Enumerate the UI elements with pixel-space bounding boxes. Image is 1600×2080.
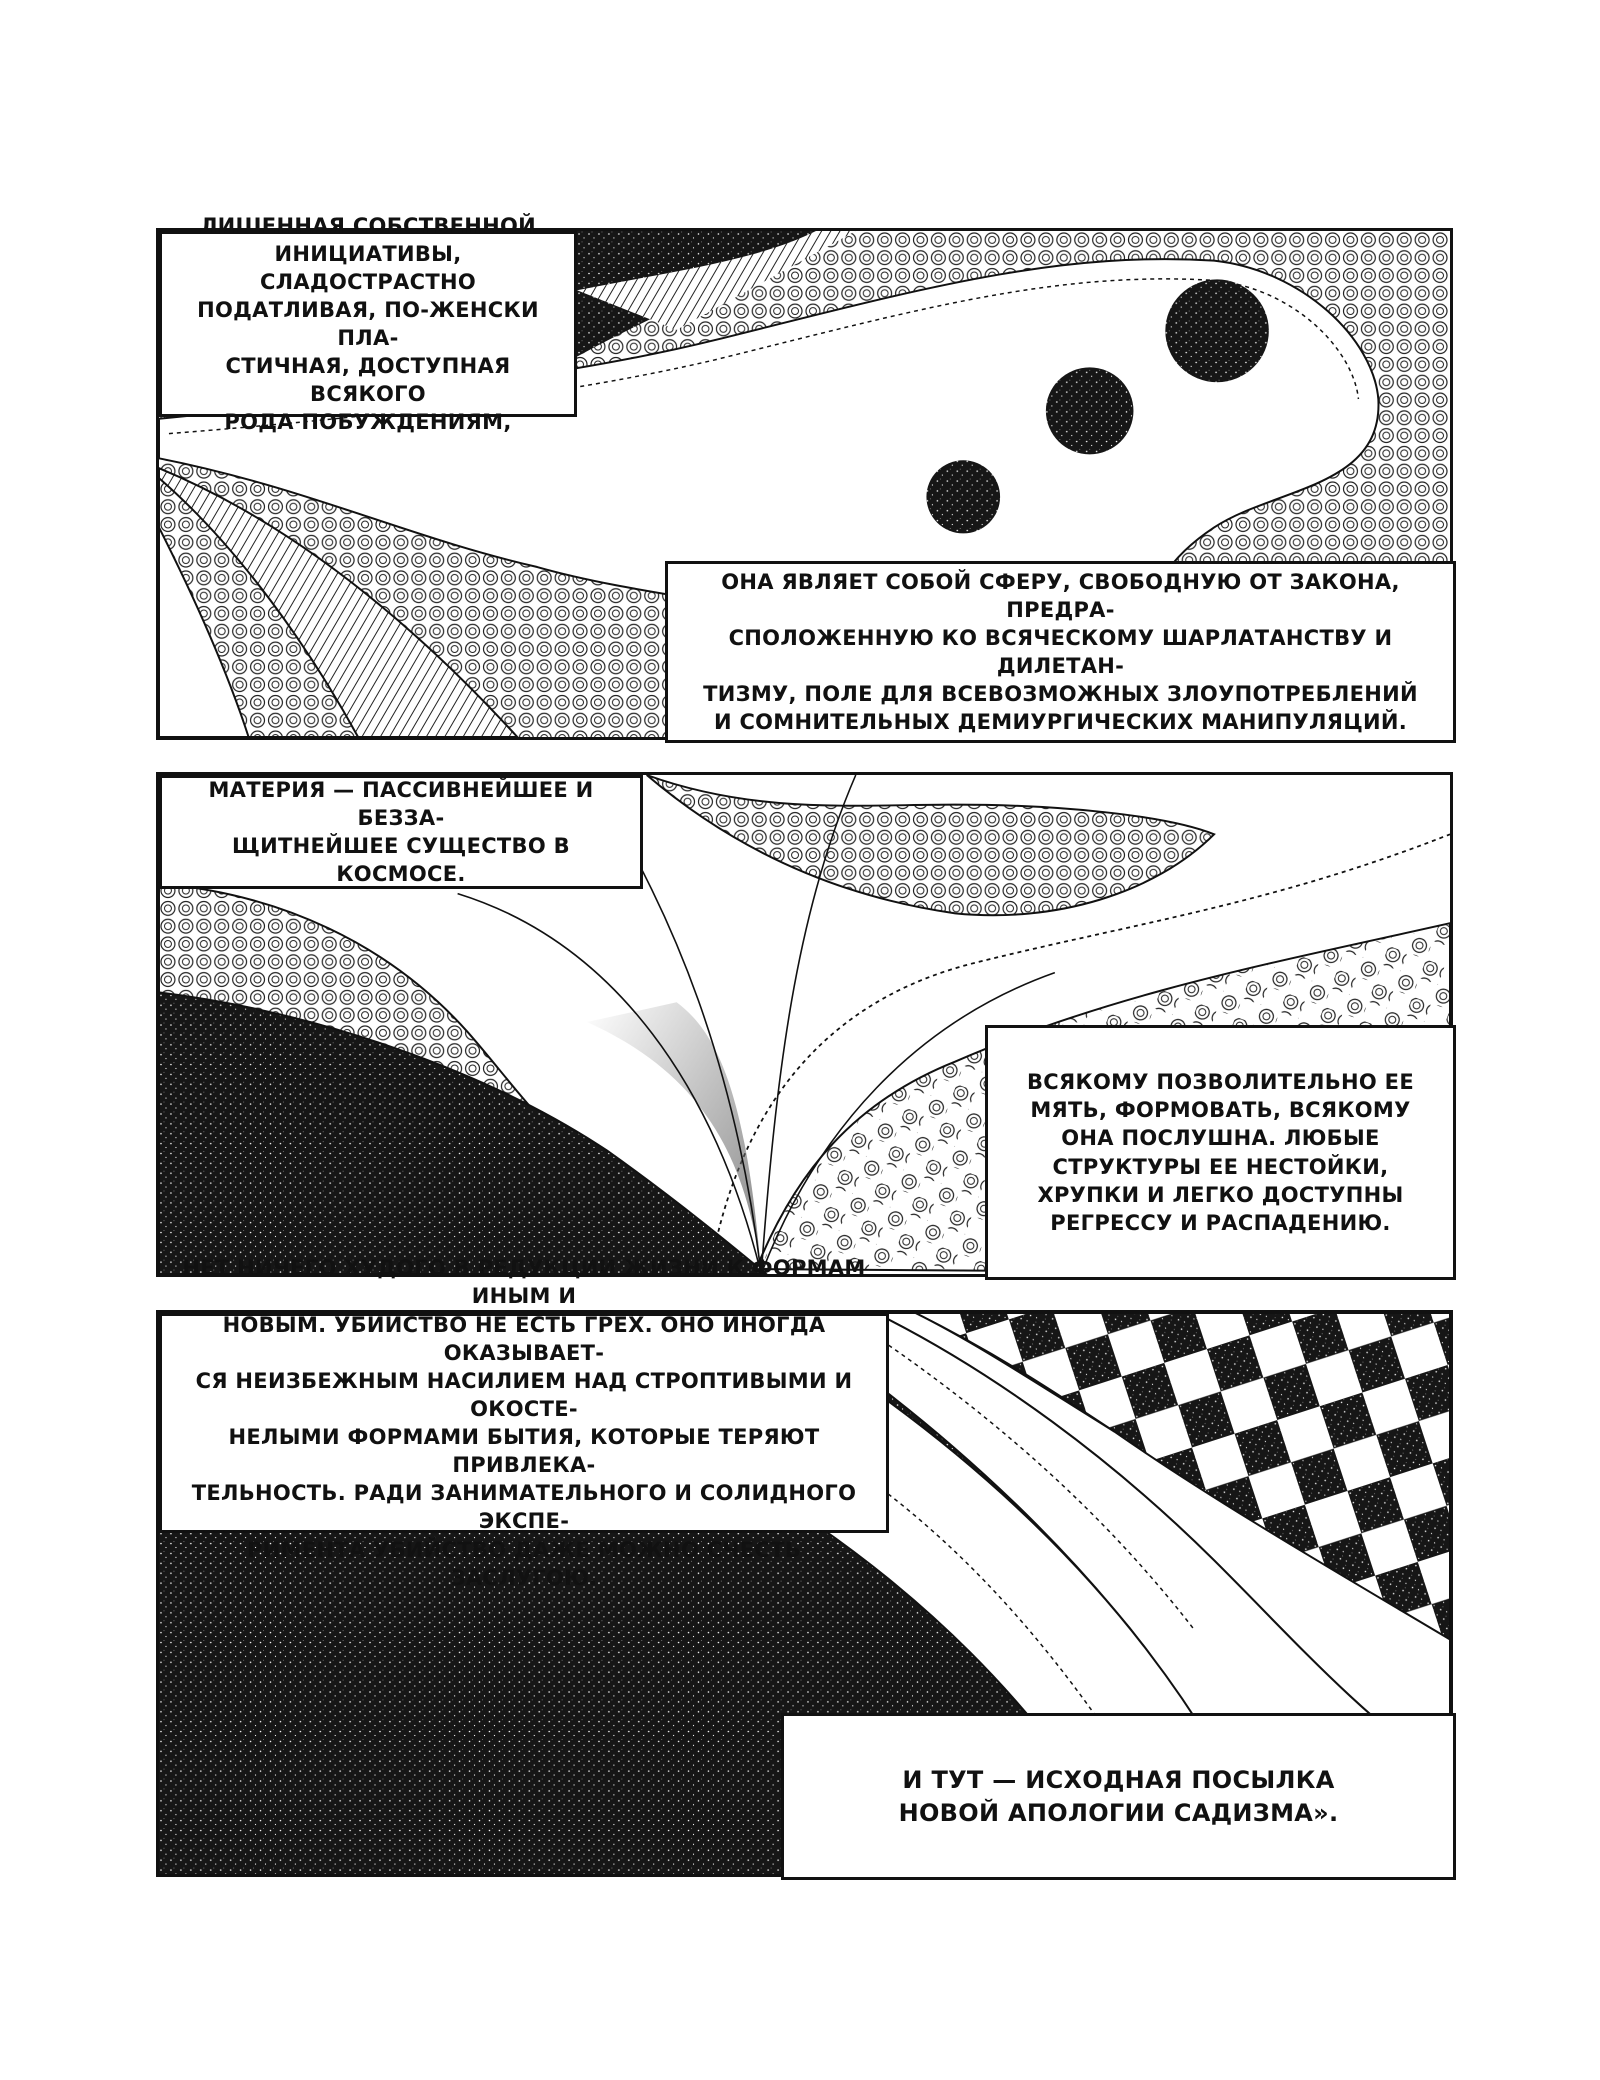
caption-text: МАТЕРИЯ — ПАССИВНЕЙШЕЕ И БЕЗЗА- ЩИТНЕЙШЕЕ СУЩЕСТВО В КОСМОСЕ.	[208, 777, 594, 887]
panel-3	[156, 1256, 1453, 1877]
panel-3-caption-bottom	[781, 1713, 1456, 1880]
caption-text: ЛИШЕННАЯ СОБСТВЕННОЙ ИНИЦИАТИВЫ, СЛАДОСТРАСТНО ПОДАТЛИВАЯ, ПО-ЖЕНСКИ ПЛА- СТИЧНАЯ, ДОСТУПНАЯ ВСЯКОГО РОДА ПОБУЖДЕНИЯМ,	[197, 213, 539, 435]
panel-1-caption-top	[159, 213, 577, 435]
caption-text: И ТУТ — ИСХОДНАЯ ПОСЫЛКА НОВОЙ АПОЛОГИИ САДИЗМА».	[898, 1766, 1339, 1827]
panel-2-caption-top	[159, 775, 643, 889]
panel-2	[156, 772, 1453, 1277]
panel-2-caption-right	[985, 1025, 1456, 1280]
caption-text: НЕТ НИЧЕГО ХУДОГО В РЕДУКЦИИ ЖИЗНИ К ФОРМАМ ИНЫМ И НОВЫМ. УБИЙСТВО НЕ ЕСТЬ ГРЕХ. ОНО ИНОГДА ОКАЗЫВАЕТ- СЯ НЕИЗБЕЖНЫМ НАСИЛИЕМ НАД СТРОПТИВЫМИ И ОКОСТЕ- НЕЛЫМИ ФОРМАМИ БЫТИЯ, КОТОРЫЕ ТЕРЯЮТ ПРИВЛЕКА- ТЕЛЬНОСТЬ. РАДИ ЗАНИМАТЕЛЬНОГО И СОЛИДНОГО ЭКСПЕ- РИМЕНТА УБИЙСТВО ДАЖЕ МОЖНО СЧЕСТЬ ЗАСЛУГОЮ.	[182, 1256, 866, 1590]
caption-text: ОНА ЯВЛЯЕТ СОБОЙ СФЕРУ, СВОБОДНУЮ ОТ ЗАКОНА, ПРЕДРА- СПОЛОЖЕННУЮ КО ВСЯЧЕСКОМУ ШАРЛАТАНСТВУ И ДИЛЕТАН- ТИЗМУ, ПОЛЕ ДЛЯ ВСЕВОЗМОЖНЫХ ЗЛОУПОТРЕБЛЕНИЙ И СОМНИТЕЛЬНЫХ ДЕМИУРГИЧЕСКИХ МАНИПУЛЯЦИЙ.	[703, 569, 1418, 735]
caption-text: ВСЯКОМУ ПОЗВОЛИТЕЛЬНО ЕЕ МЯТЬ, ФОРМОВАТЬ, ВСЯКОМУ ОНА ПОСЛУШНА. ЛЮБЫЕ СТРУКТУРЫ ЕЕ НЕСТОЙКИ, ХРУПКИ И ЛЕГКО ДОСТУПНЫ РЕГРЕССУ И РАСПАДЕНИЮ.	[1027, 1070, 1414, 1235]
panel-1-caption-bottom	[665, 561, 1456, 743]
panel-3-caption-top	[159, 1256, 889, 1590]
panel-1	[156, 213, 1453, 740]
